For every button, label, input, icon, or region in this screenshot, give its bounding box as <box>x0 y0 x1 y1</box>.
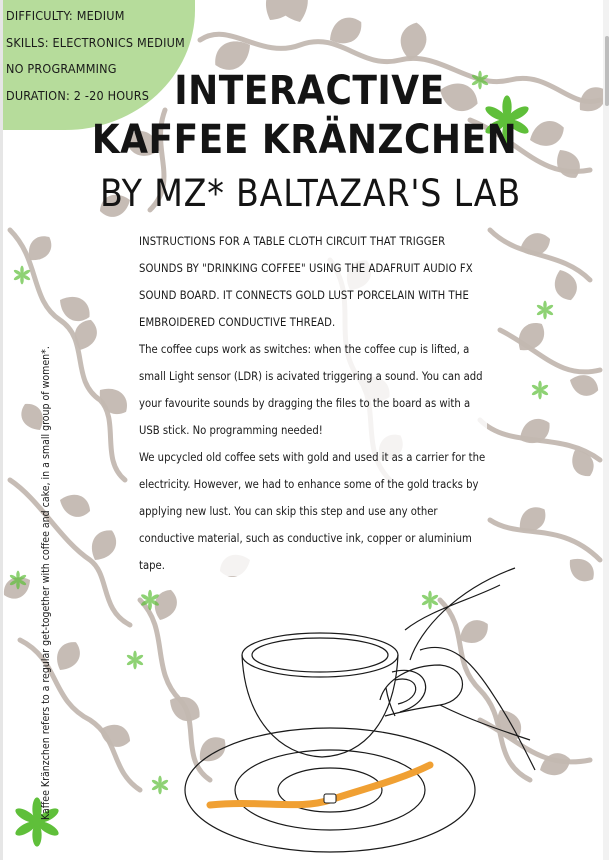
duration-label: DURATION: 2 -20 HOURS <box>6 87 150 103</box>
skills-label: SKILLS: ELECTRONICS MEDIUM <box>6 34 185 50</box>
scrollbar[interactable] <box>603 0 609 860</box>
switch-paragraph: The coffee cups work as switches: when the coffee cup is lifted, a small Light sensor (LDR) is acivated triggering a sound. You can add your favourite sounds by dragging the files to the board as with a USB stick. No programming needed! <box>139 343 483 437</box>
intro-paragraph: INSTRUCTIONS FOR A TABLE CLOTH CIRCUIT THAT TRIGGER SOUNDS BY "DRINKING COFFEE" USING THE ADAFRUIT AUDIO FX SOUND BOARD. IT CONNECTS GOLD LUST PORCELAIN WITH THE EMBROIDERED CONDUCTIVE THREAD. <box>139 235 473 329</box>
sensor-component <box>324 794 336 803</box>
title-byline: BY MZ* BALTAZAR'S LAB <box>99 172 522 215</box>
page-edge <box>0 0 3 860</box>
difficulty-label: DIFFICULTY: MEDIUM <box>6 8 125 23</box>
title-line-2: KAFFEE KRÄNZCHEN <box>91 117 518 163</box>
scrollbar-thumb[interactable] <box>605 36 609 106</box>
title-line-1: INTERACTIVE <box>174 68 445 114</box>
programming-label: NO PROGRAMMING <box>6 61 117 76</box>
gold-track <box>210 765 430 805</box>
side-caption: Kaffee Kränzchen refers to a regular get-together with coffee and cake, in a small group of women*. <box>40 346 52 820</box>
material-paragraph: We upcycled old coffee sets with gold and used it as a carrier for the electricity. However, we had to enhance some of the gold tracks by applying new lust. You can skip this step and use any other conductive material, such as conductive ink, copper or aluminium tape. <box>139 451 486 572</box>
